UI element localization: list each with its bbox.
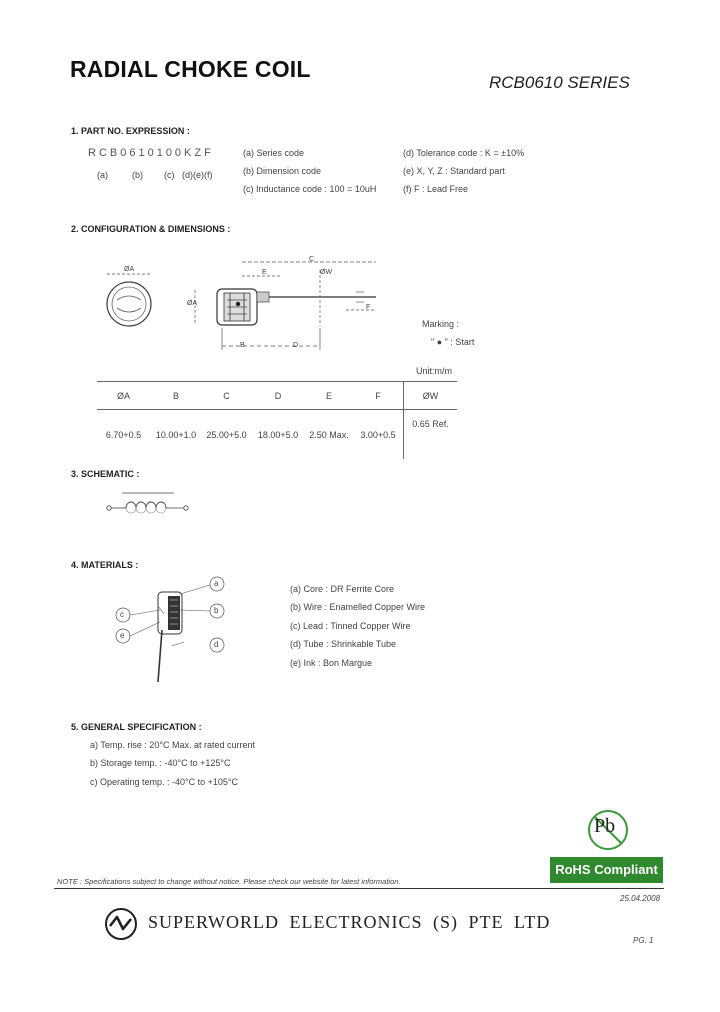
desc-series-code: (a) Series code (243, 148, 305, 158)
table-cell: 25.00+5.0 (206, 429, 247, 440)
footer-divider (54, 888, 664, 889)
materials-drawing (108, 570, 238, 700)
table-header-row (97, 382, 457, 410)
dim-label-F: F (366, 304, 371, 311)
table-cell: 2.50 Max. (309, 429, 349, 440)
company-name: SUPERWORLD ELECTRONICS (S) PTE LTD (148, 912, 551, 932)
material-tube: (d) Tube : Shrinkable Tube (290, 639, 397, 649)
spec-storage-temp: b) Storage temp. : -40°C to +125°C (90, 758, 231, 768)
code-label-b: (b) (132, 170, 143, 180)
dim-label-C: C (309, 256, 315, 263)
page-number: PG. 1 (633, 936, 654, 945)
callout-a: a (214, 579, 219, 588)
dim-label-D: D (293, 342, 299, 349)
callout-e: e (120, 631, 125, 640)
table-header-cell: E (305, 382, 353, 410)
table-header-cell: C (202, 382, 251, 410)
spec-temp-rise: a) Temp. rise : 20°C Max. at rated current (90, 740, 255, 750)
table-cell: 10.00+1.0 (155, 429, 197, 440)
footer-note: NOTE : Specifications subject to change without notice. Please check our website for latest information. (57, 877, 401, 886)
section-heading-general-spec: 5. GENERAL SPECIFICATION : (71, 722, 202, 732)
table-cell: 0.65 Ref. (404, 410, 458, 460)
table-cell: 18.00+5.0 (257, 429, 299, 440)
desc-inductance-code: (c) Inductance code : 100 = 10uH (243, 184, 377, 194)
code-label-c: (c) (164, 170, 175, 180)
table-header-cell: D (251, 382, 305, 410)
material-ink: (e) Ink : Bon Margue (290, 658, 373, 668)
table-header-cell: B (150, 382, 202, 410)
table-cell: 6.70+0.5 (105, 429, 142, 440)
material-core: (a) Core : DR Ferrite Core (290, 584, 395, 594)
section-heading-schematic: 3. SCHEMATIC : (71, 469, 140, 479)
desc-standard-part: (e) X, Y, Z : Standard part (403, 166, 505, 176)
series-name: RCB0610 SERIES (489, 73, 630, 92)
table-cell: 3.00+0.5 (360, 429, 396, 440)
section-heading-materials: 4. MATERIALS : (71, 560, 139, 570)
table-header-cell: ØA (97, 382, 150, 410)
dim-label-E: E (262, 269, 267, 276)
dim-label-phiW: ØW (320, 269, 333, 276)
table-header-cell: ØW (404, 382, 458, 410)
rohs-badge: RoHS Compliant (550, 857, 663, 883)
code-label-def: (d)(e)(f) (182, 170, 213, 180)
coil-side-view-drawing (188, 252, 384, 356)
unit-label: Unit:m/m (416, 366, 452, 376)
table-header-cell: F (353, 382, 404, 410)
desc-dimension-code: (b) Dimension code (243, 166, 322, 176)
material-lead: (c) Lead : Tinned Copper Wire (290, 621, 411, 631)
callout-b: b (214, 606, 219, 615)
marking-label: Marking : (422, 319, 460, 329)
part-code: RCB0610100KZF (88, 147, 214, 159)
spec-operating-temp: c) Operating temp. : -40°C to +105°C (90, 777, 239, 787)
code-label-a: (a) (97, 170, 108, 180)
dimensions-table (97, 381, 457, 459)
inductor-schematic-symbol (104, 488, 196, 524)
desc-lead-free: (f) F : Lead Free (403, 184, 469, 194)
footer-date: 25.04.2008 (620, 894, 661, 903)
page-title: RADIAL CHOKE COIL (70, 56, 311, 82)
section-heading-part-no: 1. PART NO. EXPRESSION : (71, 126, 190, 136)
table-row (97, 410, 457, 460)
section-heading-config: 2. CONFIGURATION & DIMENSIONS : (71, 224, 231, 234)
desc-tolerance-code: (d) Tolerance code : K = ±10% (403, 148, 525, 158)
dim-label-phiA-side: ØA (187, 300, 198, 307)
material-wire: (b) Wire : Enamelled Copper Wire (290, 602, 426, 612)
dim-label-phiA-top: ØA (124, 266, 135, 273)
marking-value: " ● " : Start (431, 337, 475, 347)
callout-d: d (214, 640, 219, 649)
dim-label-B: B (240, 342, 245, 349)
callout-c: c (120, 610, 124, 619)
company-logo-icon (104, 907, 138, 941)
pb-label: Pb (594, 815, 616, 837)
